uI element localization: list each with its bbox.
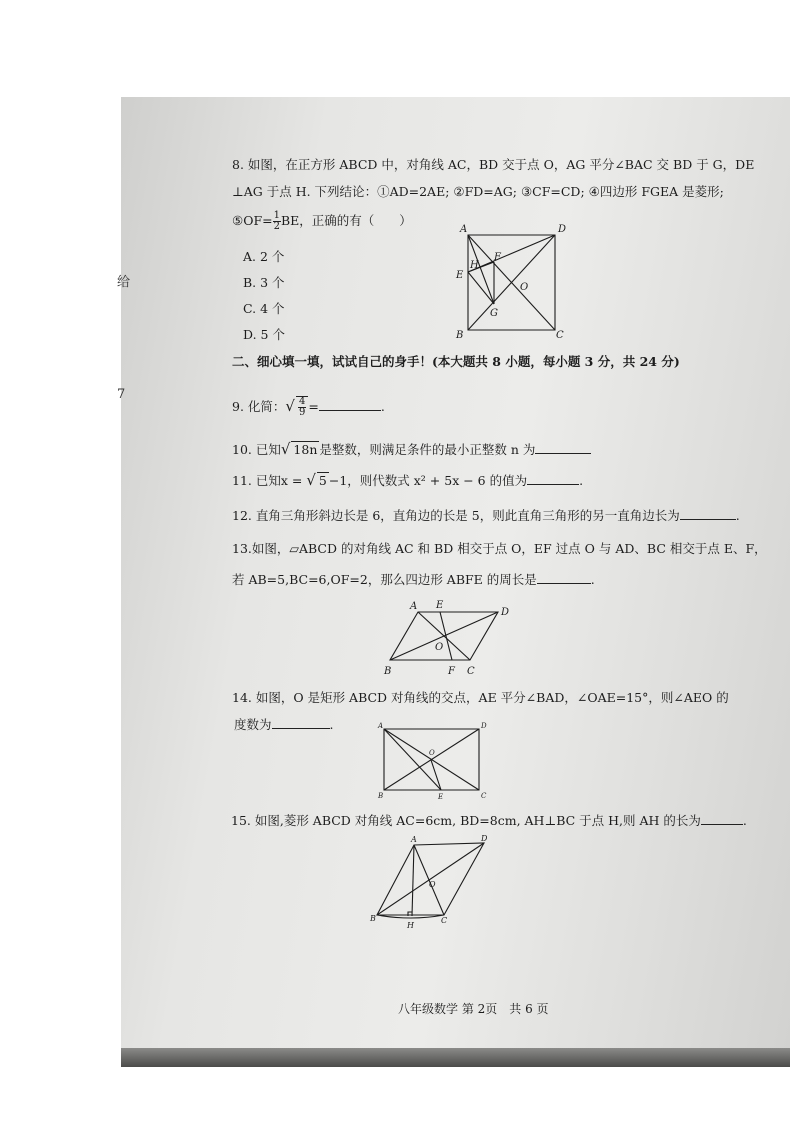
q9-sqrt-sign: √: [285, 397, 295, 415]
q14-label-b: B: [378, 792, 384, 800]
q13-line2-text: 若 AB=5,BC=6,OF=2，那么四边形 ABFE 的周长是: [232, 572, 537, 587]
q15-label-o: O: [429, 880, 436, 889]
section2-heading: 二、细心填一填，试试自己的身手！(本大题共 8 小题，每小题 3 分，共 24 分): [232, 354, 680, 369]
q9-suffix: =: [308, 399, 319, 414]
q14-line2-text: 度数为: [234, 717, 272, 732]
q12-line: [232, 507, 740, 524]
q15-answer-blank: [701, 812, 743, 825]
q10-answer-blank: [535, 441, 591, 454]
q14-label-o: O: [429, 749, 435, 757]
q10-line: [232, 441, 591, 458]
q14-end: .: [329, 717, 334, 732]
q14-label-a: A: [378, 722, 384, 730]
q14-answer-blank: [272, 716, 330, 729]
q8-label-o: O: [520, 282, 529, 293]
q8-line2: ⊥AG 于点 H. 下列结论：①AD=2AE; ②FD=AG; ③CF=CD; ④四边形 FGEA 是菱形;: [232, 184, 724, 199]
q9-line: [232, 396, 385, 418]
q8-square-figure: [450, 220, 580, 345]
q8-label-a: A: [460, 224, 468, 235]
q13-line1: 13.如图，▱ABCD 的对角线 AC 和 BD 相交于点 O，EF 过点 O 与 AD、BC 相交于点 E、F，: [232, 541, 767, 556]
q8-line3: [232, 211, 412, 232]
q13-label-f: F: [448, 666, 455, 677]
q11-after: −1，则代数式 x² + 5x − 6 的值为: [328, 473, 528, 488]
q8-label-c: C: [556, 330, 564, 341]
q9-answer-blank: [319, 398, 381, 411]
q15-line1: [231, 812, 747, 829]
q14-line2: [234, 716, 334, 733]
q8-label-e: E: [456, 270, 464, 281]
q11-radicand: 5: [318, 473, 327, 488]
q15-end: .: [742, 813, 747, 828]
q12-text: 12. 直角三角形斜边长是 6，直角边的长是 5，则此直角三角形的另一直角边长为: [232, 508, 680, 523]
q11-answer-blank: [527, 472, 579, 485]
q8-option-a: A. 2 个: [243, 249, 285, 264]
q10-sqrt-sign: √: [280, 440, 291, 458]
photo-bottom-edge: [121, 1048, 790, 1067]
q8-line3-end: BE，正确的有（ ）: [280, 213, 412, 228]
q8-label-d: D: [558, 224, 567, 235]
q8-label-b: B: [456, 330, 464, 341]
q13-end: .: [590, 572, 595, 587]
q9-radical: $\frac{4}{9}$: [296, 396, 308, 418]
q15-text: 15. 如图,菱形 ABCD 对角线 AC=6cm, BD=8cm, AH⊥BC 于点 H,则 AH 的长为: [231, 813, 701, 828]
page-footer: 八年级数学 第 2页 共 6 页: [398, 1002, 549, 1016]
q13-label-a: A: [410, 601, 418, 612]
q8-fraction: $\frac{1}{2}$: [273, 210, 280, 232]
q10-radicand: 18n: [293, 442, 318, 457]
q13-label-c: C: [467, 666, 475, 677]
q11-prefix: 11. 已知: [232, 473, 281, 488]
q13-answer-blank: [537, 571, 591, 584]
q13-label-e: E: [436, 600, 444, 611]
q8-line3-start: ⑤OF=: [232, 213, 273, 228]
q13-label-b: B: [384, 666, 392, 677]
q14-label-e: E: [438, 793, 444, 801]
q11-sqrt-sign: √: [306, 471, 316, 489]
q11-end: .: [579, 473, 584, 488]
q13-line2: [232, 571, 595, 588]
q8-label-g: G: [490, 308, 498, 319]
q15-altitude-ah: [412, 845, 414, 916]
q14-label-d: D: [481, 722, 487, 730]
q15-label-h: H: [407, 921, 414, 930]
q14-rectangle-figure: [375, 722, 495, 802]
q15-label-d: D: [481, 834, 488, 843]
q8-label-h: H: [470, 260, 479, 271]
margin-char-top: 给: [117, 275, 131, 290]
margin-char-mid: 7: [117, 387, 126, 402]
q8-option-c: C. 4 个: [243, 301, 285, 316]
q13-diagonal-bd: [390, 612, 498, 660]
q15-diagonal-bd: [377, 843, 484, 915]
q13-label-d: D: [501, 607, 510, 618]
q11-line: [232, 472, 583, 489]
q11-expr: x =: [280, 473, 307, 488]
q9-end: .: [380, 399, 385, 414]
q14-line1: 14. 如图，O 是矩形 ABCD 对角线的交点，AE 平分∠BAD，∠OAE=15°，则∠AEO 的: [232, 690, 729, 705]
q13-parallelogram-figure: [380, 598, 520, 680]
q10-suffix: 是整数，则满足条件的最小正整数 n 为: [319, 442, 536, 457]
q8-option-d: D. 5 个: [243, 327, 285, 342]
q15-rhombus-figure: [367, 835, 497, 935]
q10-prefix: 10. 已知: [232, 442, 281, 457]
q14-label-c: C: [481, 792, 487, 800]
q15-label-b: B: [370, 914, 376, 923]
q15-label-c: C: [441, 916, 448, 925]
q8-line1: 8. 如图，在正方形 ABCD 中，对角线 AC，BD 交于点 O，AG 平分∠BAC 交 BD 于 G，DE: [232, 157, 755, 172]
q15-label-a: A: [411, 835, 417, 844]
q9-prefix: 9. 化简：: [232, 399, 286, 414]
q8-line-eg: [468, 272, 494, 304]
q8-label-f: F: [494, 252, 501, 263]
q12-end: .: [735, 508, 740, 523]
q12-answer-blank: [680, 507, 736, 520]
q8-option-b: B. 3 个: [243, 275, 285, 290]
q13-label-o: O: [435, 642, 444, 653]
